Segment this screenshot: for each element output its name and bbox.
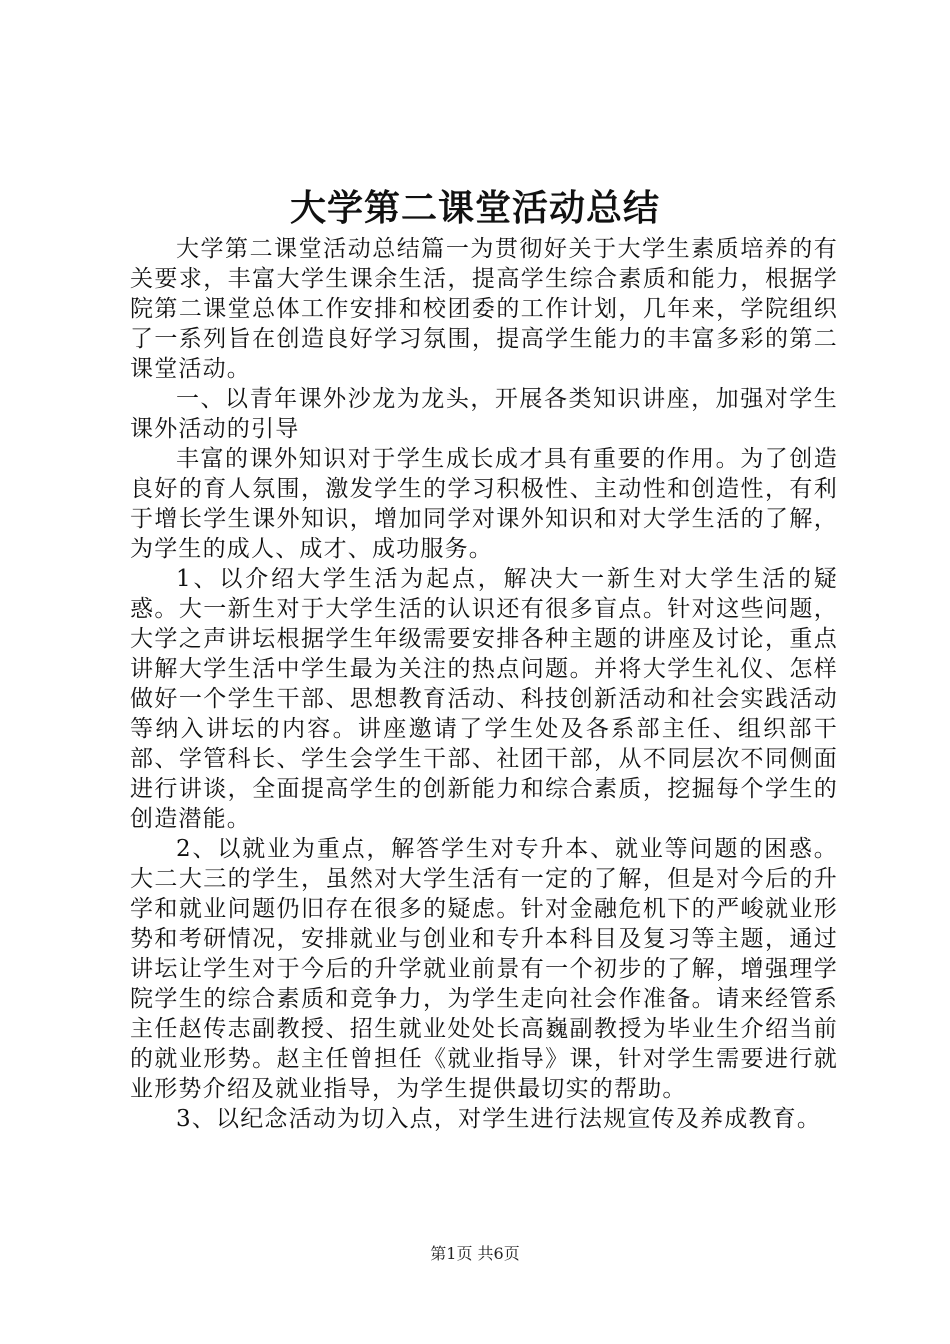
paragraph-intro: 大学第二课堂活动总结篇一为贯彻好关于大学生素质培养的有关要求，丰富大学生课余生活，提高学生综合素质和能力，根据学院第二课堂总体工作安排和校团委的工作计划，几年来，学院组织了一系列旨在创造良好学习氛围，提高学生能力的丰富多彩的第二课堂活动。 [130, 236, 838, 382]
page-number-footer: 第1页 共6页 [430, 1244, 520, 1263]
paragraph-item-3: 3、以纪念活动为切入点，对学生进行法规宣传及养成教育。 [176, 1106, 822, 1132]
paragraph-item-2: 2、以就业为重点，解答学生对专升本、就业等问题的困惑。大二大三的学生，虽然对大学生活有一定的了解，但是对今后的升学和就业问题仍旧存在很多的疑虑。针对金融危机下的严峻就业形势和考研情况，安排就业与创业和专升本科目及复习等主题，通过讲坛让学生对于今后的升学就业前景有一个初步的了解，增强理学院学生的综合素质和竞争力，为学生走向社会作准备。请来经管系主任赵传志副教授、招生就业处处长高巍副教授为毕业生介绍当前的就业形势。赵主任曾担任《就业指导》课，针对学生需要进行就业形势介绍及就业指导，为学生提供最切实的帮助。 [130, 836, 838, 1102]
document-body [130, 234, 838, 1134]
paragraph-section-heading: 一、以青年课外沙龙为龙头，开展各类知识讲座，加强对学生课外活动的引导 [130, 386, 838, 442]
paragraph-item-1: 1、以介绍大学生活为起点，解决大一新生对大学生活的疑惑。大一新生对于大学生活的认识还有很多盲点。针对这些问题，大学之声讲坛根据学生年级需要安排各种主题的讲座及讨论，重点讲解大学生活中学生最为关注的热点问题。并将大学生礼仪、怎样做好一个学生干部、思想教育活动、科技创新活动和社会实践活动等纳入讲坛的内容。讲座邀请了学生处及各系部主任、组织部干部、学管科长、学生会学生干部、社团干部，从不同层次不同侧面进行讲谈，全面提高学生的创新能力和综合素质，挖掘每个学生的创造潜能。 [130, 566, 838, 832]
document-title: 大学第二课堂活动总结 [289, 187, 660, 229]
paragraph-section-intro: 丰富的课外知识对于学生成长成才具有重要的作用。为了创造良好的育人氛围，激发学生的学习积极性、主动性和创造性，有利于增长学生课外知识，增加同学对课外知识和对大学生活的了解，为学生的成人、成才、成功服务。 [130, 446, 838, 562]
